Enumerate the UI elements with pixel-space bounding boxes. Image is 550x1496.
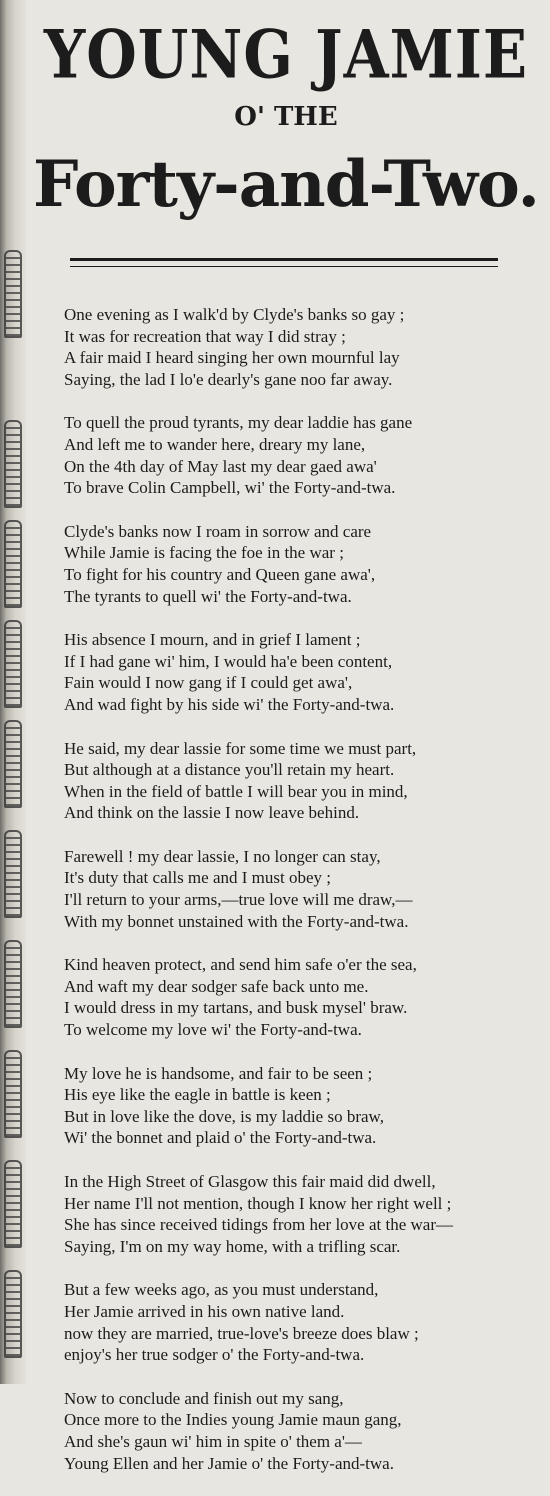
verse-line: now they are married, true-love's breeze does blaw ;: [64, 1323, 419, 1343]
verse-line: Wi' the bonnet and plaid o' the Forty-and-twa.: [64, 1128, 377, 1148]
verse-line: Her Jamie arrived in his own native land.: [64, 1301, 345, 1321]
border-ornament: [4, 830, 22, 918]
title-divider: [70, 258, 498, 267]
verse-line: To welcome my love wi' the Forty-and-twa.: [64, 1020, 362, 1040]
page-left-edge: [0, 0, 26, 1384]
verse-line: enjoy's her true sodger o' the Forty-and-twa.: [64, 1345, 365, 1365]
stanza: [64, 304, 540, 390]
verse-line: He said, my dear lassie for some time we must part,: [64, 738, 417, 758]
verse-line: And waft my dear sodger safe back unto me.: [64, 976, 369, 996]
verse-line: The tyrants to quell wi' the Forty-and-twa.: [64, 586, 352, 606]
verse-line: Fain would I now gang if I could get awa',: [64, 673, 353, 693]
verse-line: His eye like the eagle in battle is keen ;: [64, 1085, 331, 1105]
verse-line: And left me to wander here, dreary my lane,: [64, 434, 366, 454]
verse-line: But in love like the dove, is my laddie so braw,: [64, 1106, 384, 1126]
verse-line: It's duty that calls me and I must obey ;: [64, 868, 331, 888]
verse-line: On the 4th day of May last my dear gaed awa': [64, 456, 377, 476]
verse-line: And she's gaun wi' him in spite o' them a'—: [64, 1431, 362, 1451]
stanza: [64, 1171, 540, 1257]
stanza: [64, 1063, 540, 1149]
stanza: [64, 954, 540, 1040]
border-ornament: [4, 620, 22, 708]
verse-line: It was for recreation that way I did stray ;: [64, 326, 346, 346]
stanza: [64, 412, 540, 498]
stanza: [64, 629, 540, 715]
border-ornament: [4, 1050, 22, 1138]
verse-line: And think on the lassie I now leave behind.: [64, 803, 360, 823]
stanza: [64, 738, 540, 824]
border-ornament: [4, 940, 22, 1028]
border-ornament: [4, 1160, 22, 1248]
verse-line: Kind heaven protect, and send him safe o'er the sea,: [64, 955, 417, 975]
verse-line: To brave Colin Campbell, wi' the Forty-and-twa.: [64, 478, 396, 498]
title-line-3: Forty-and-Two.: [33, 147, 539, 222]
verse-line: To quell the proud tyrants, my dear laddie has gane: [64, 413, 413, 433]
verse-line: Now to conclude and finish out my sang,: [64, 1388, 344, 1408]
verse-line: But although at a distance you'll retain my heart.: [64, 760, 395, 780]
verse-line: I would dress in my tartans, and busk mysel' braw.: [64, 998, 408, 1018]
verse-line: While Jamie is facing the foe in the war ;: [64, 543, 344, 563]
verse-line: Farewell ! my dear lassie, I no longer can stay,: [64, 846, 381, 866]
verse-line: When in the field of battle I will bear you in mind,: [64, 781, 408, 801]
verse-line: Her name I'll not mention, though I know her right well ;: [64, 1193, 452, 1213]
stanza: [64, 846, 540, 932]
poem-body: [64, 304, 540, 1496]
border-ornament: [4, 520, 22, 608]
title-line-1: YOUNG JAMIE: [43, 15, 529, 94]
verse-line: To fight for his country and Queen gane awa',: [64, 564, 376, 584]
verse-line: She has since received tidings from her love at the war—: [64, 1215, 453, 1235]
stanza: [64, 1279, 540, 1365]
verse-line: Saying, I'm on my way home, with a trifling scar.: [64, 1236, 401, 1256]
title-line-2: O' THE: [234, 102, 338, 132]
verse-line: One evening as I walk'd by Clyde's banks so gay ;: [64, 305, 405, 324]
border-ornament: [4, 720, 22, 808]
verse-line: With my bonnet unstained with the Forty-and-twa.: [64, 911, 409, 931]
stanza: [64, 521, 540, 607]
border-ornament: [4, 1270, 22, 1358]
verse-line: Once more to the Indies young Jamie maun gang,: [64, 1410, 402, 1430]
verse-line: A fair maid I heard singing her own mournful lay: [64, 348, 400, 368]
verse-line: My love he is handsome, and fair to be seen ;: [64, 1063, 373, 1083]
verse-line: But a few weeks ago, as you must understand,: [64, 1280, 379, 1300]
border-ornament: [4, 420, 22, 508]
verse-line: In the High Street of Glasgow this fair maid did dwell,: [64, 1172, 436, 1191]
border-ornament: [4, 250, 22, 338]
stanza: [64, 1388, 540, 1474]
verse-line: His absence I mourn, and in grief I lament ;: [64, 630, 361, 650]
verse-line: Young Ellen and her Jamie o' the Forty-and-twa.: [64, 1453, 394, 1473]
verse-line: I'll return to your arms,—true love will me draw,—: [64, 890, 413, 910]
verse-line: If I had gane wi' him, I would ha'e been content,: [64, 651, 393, 671]
verse-line: Clyde's banks now I roam in sorrow and care: [64, 521, 372, 541]
verse-line: And wad fight by his side wi' the Forty-and-twa.: [64, 694, 395, 714]
verse-line: Saying, the lad I lo'e dearly's gane noo far away.: [64, 369, 393, 389]
